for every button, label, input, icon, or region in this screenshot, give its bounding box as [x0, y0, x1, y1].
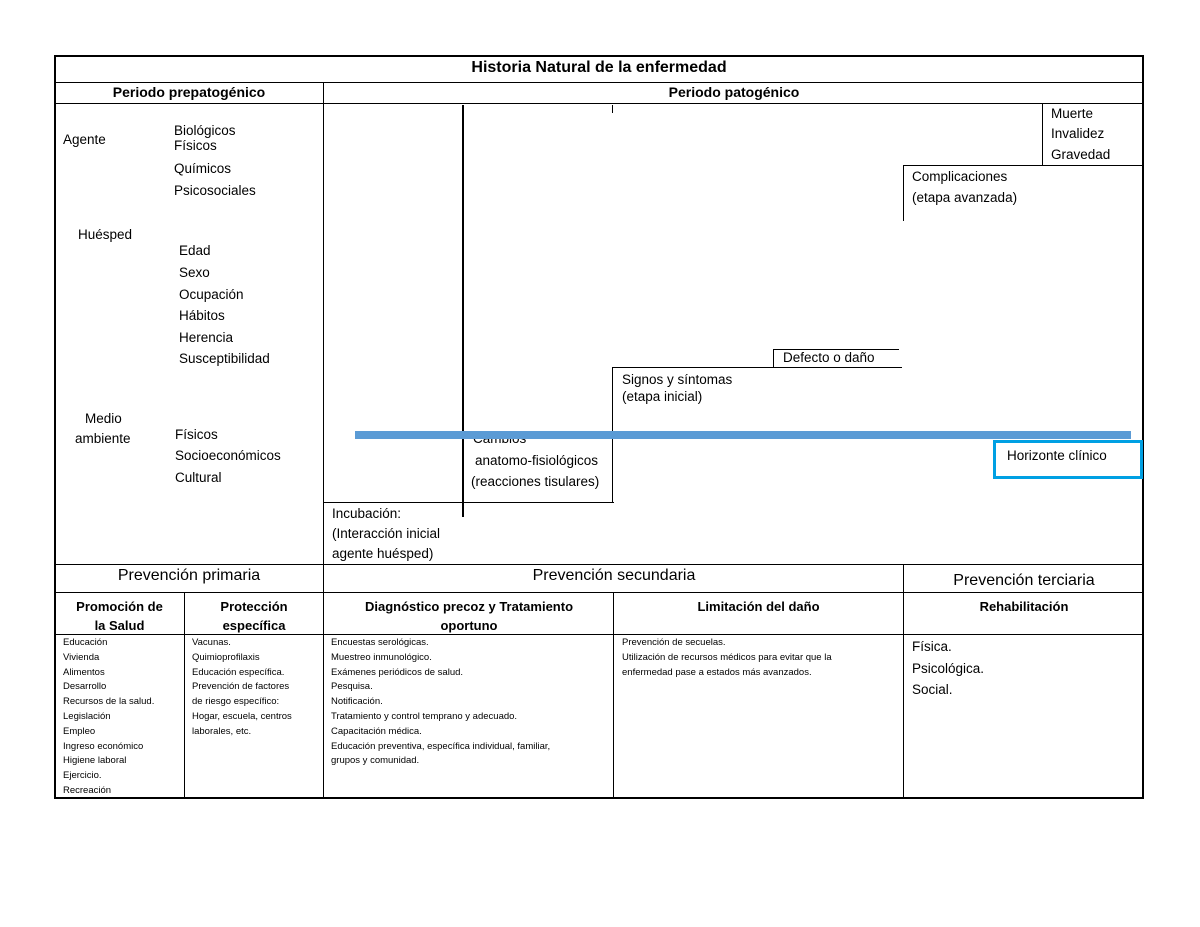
final-text: Invalidez: [1051, 126, 1105, 141]
medio-item: Socioeconómicos: [175, 448, 281, 463]
medio-item: Físicos: [175, 427, 218, 442]
list-item: Educación específica.: [192, 666, 285, 678]
incubacion-text: Incubación:: [332, 506, 402, 521]
agente-item: Psicosociales: [174, 183, 256, 198]
col-line-diagnostico: [613, 592, 614, 798]
huesped-item: Ocupación: [179, 287, 244, 302]
row-line-title: [55, 82, 1143, 83]
list-proteccion: [192, 636, 292, 740]
medio-item: Cultural: [175, 470, 222, 485]
list-diagnostico: [331, 636, 550, 769]
list-item: Hogar, escuela, centros: [192, 710, 292, 722]
list-item: Vacunas.: [192, 637, 231, 648]
stage-line-defecto: [773, 349, 774, 367]
list-item: Vivienda: [63, 651, 100, 663]
list-item: Encuestas serológicas.: [331, 637, 429, 648]
row-line-period: [55, 103, 1143, 104]
prevencion-secundaria: Prevención secundaria: [532, 567, 696, 584]
defecto-text: Defecto o daño: [783, 350, 875, 365]
list-item: Educación preventiva, específica individual, familiar,: [331, 740, 551, 752]
subheader-rehabilitacion: Rehabilitación: [979, 599, 1069, 614]
agente-item: Biológicos: [174, 123, 236, 138]
subheader-proteccion: Protección específica: [220, 599, 288, 633]
complicaciones-text: (etapa avanzada): [912, 190, 1018, 205]
list-item: Pesquisa.: [331, 681, 373, 693]
row-line-prev-sub: [55, 592, 1143, 593]
cambios-text: anatomo-fisiológicos: [475, 453, 599, 468]
list-item: Higiene laboral: [63, 755, 127, 767]
row-line-prevention: [55, 564, 1143, 565]
medio-label: ambiente: [75, 431, 131, 446]
final-text: Gravedad: [1051, 147, 1111, 162]
medio-label: Medio: [85, 411, 122, 426]
list-item: Tratamiento y control temprano y adecuado.: [331, 710, 518, 722]
incubacion-text: (Interacción inicial: [332, 526, 441, 541]
list-item: Utilización de recursos médicos para evitar que la: [622, 651, 832, 663]
clinical-horizon-line: [355, 431, 1131, 439]
incubacion-text: agente huésped): [332, 546, 434, 561]
list-item: Ejercicio.: [63, 770, 102, 782]
stage-line-complicaciones: [903, 165, 904, 221]
signos-text: Signos y síntomas: [622, 372, 733, 387]
list-item: enfermedad pase a estados más avanzados.: [622, 666, 812, 678]
huesped-item: Herencia: [179, 330, 234, 345]
stage-line-cambios: [462, 105, 464, 517]
patogenic-header: Periodo patogénico: [668, 84, 800, 100]
subheader-limitacion: Limitación del daño: [697, 599, 820, 614]
list-item: Empleo: [63, 725, 96, 737]
list-item: Prevención de factores: [192, 681, 290, 693]
prevencion-terciaria: Prevención terciaria: [953, 572, 1095, 589]
final-text: Muerte: [1051, 106, 1094, 121]
cambios-text: (reacciones tisulares): [471, 474, 600, 489]
prevencion-primaria: Prevención primaria: [117, 567, 261, 584]
list-item: Muestreo inmunológico.: [331, 651, 432, 663]
list-item: Desarrollo: [63, 681, 107, 693]
huesped-item: Susceptibilidad: [179, 351, 270, 366]
stage-line-final: [1042, 103, 1043, 165]
diagram-title: Historia Natural de la enfermedad: [471, 59, 727, 76]
list-rehabilitacion: [912, 636, 984, 701]
stage-tick: [612, 105, 613, 113]
list-item: Social.: [912, 682, 953, 697]
list-item: Quimioprofilaxis: [192, 651, 260, 663]
list-item: Exámenes periódicos de salud.: [331, 666, 464, 678]
list-item: Alimentos: [63, 666, 105, 678]
list-item: Ingreso económico: [63, 740, 144, 752]
list-item: Recreación: [63, 784, 112, 796]
list-item: Notificación.: [331, 696, 383, 708]
list-item: Prevención de secuelas.: [622, 637, 726, 648]
list-item: Educación: [63, 637, 108, 648]
list-item: Capacitación médica.: [331, 725, 422, 737]
list-item: grupos y comunidad.: [331, 755, 420, 767]
subheader-promocion: Promoción de la Salud: [76, 599, 163, 633]
col-line-terciaria: [903, 564, 904, 798]
huesped-label: Huésped: [78, 227, 133, 242]
huesped-item: Sexo: [179, 265, 210, 280]
list-item: laborales, etc.: [192, 725, 252, 737]
list-item: de riesgo específico:: [192, 696, 280, 708]
clinical-horizon-label: Horizonte clínico: [1007, 448, 1107, 463]
list-item: Recursos de la salud.: [63, 696, 155, 708]
agente-item: Químicos: [174, 161, 232, 176]
complicaciones-text: Complicaciones: [912, 169, 1008, 184]
huesped-item: Edad: [179, 243, 211, 258]
agente-item: Físicos: [174, 138, 217, 153]
list-limitacion: [622, 636, 832, 680]
stage-line-incubacion: [323, 502, 614, 503]
list-item: Legislación: [63, 710, 111, 722]
list-item: Psicológica.: [912, 660, 985, 676]
list-item: Física.: [912, 639, 952, 654]
signos-text: (etapa inicial): [622, 389, 703, 404]
prepatogenic-header: Periodo prepatogénico: [112, 84, 266, 100]
agente-label: Agente: [63, 132, 106, 147]
huesped-item: Hábitos: [179, 308, 225, 323]
subheader-diagnostico: Diagnóstico precoz y Tratamiento oportuno: [364, 599, 574, 633]
list-promocion: [63, 636, 154, 799]
col-line-periods: [323, 82, 324, 798]
